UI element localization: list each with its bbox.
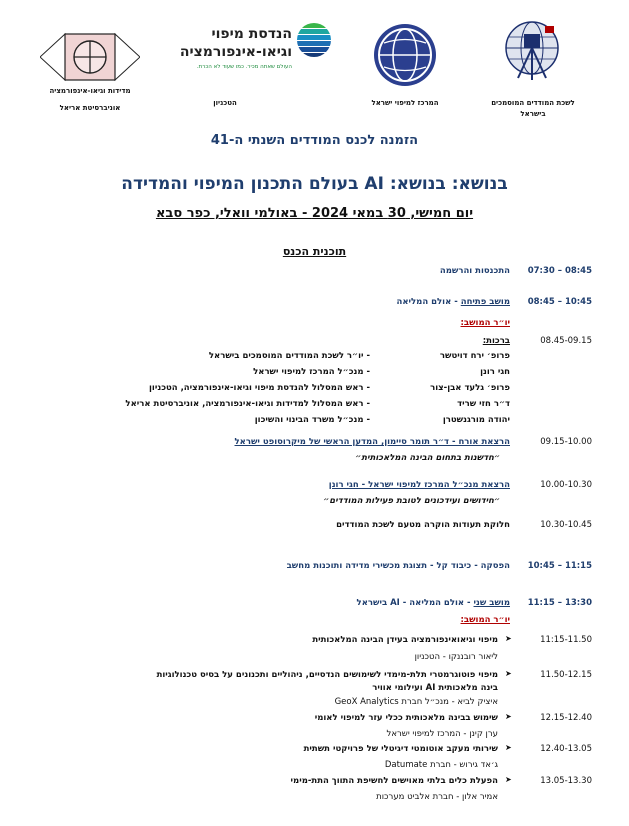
time-ceo-lecture: 10.00-10.30: [540, 480, 592, 490]
greeter-role: - ראש המסלול להנדסת מיפוי וגיאו-אינפורמציה, הטכניון: [149, 383, 370, 393]
talk-speaker: איציק לביא - מנכ״ל חברת GeoX Analytics: [334, 697, 498, 707]
chair-2: יו״ר המושב:: [460, 615, 510, 625]
talk-speaker: ערן קינן - המרכז למיפוי ישראל: [386, 729, 498, 739]
talk-title: מיפוי פוטוגרמטרי תלת-מימדי לשימושים הנדסיים, ניהוליים ותכנונים על בסיס טכנולוגיות: [156, 670, 498, 680]
greeter-name: ד״ר חזי שריד: [457, 399, 510, 409]
bullet-arrow-icon: ➤: [505, 775, 512, 784]
talk-title-line2: בינה מלאכותית AI ועילומי אוויר: [372, 683, 498, 693]
greeter-role: - יו״ר לשכת המודדים המוסמכים בישראל: [208, 351, 370, 361]
theodolite-globe-icon: [504, 20, 560, 86]
time-certificates: 10.30-10.45: [540, 520, 592, 530]
time-registration: 07:30 – 08:45: [527, 266, 592, 276]
greetings-label: ברכות:: [482, 336, 510, 346]
crosshair-icon: [40, 28, 140, 88]
greeter-role: - ראש המסלול למדידות וגיאו-אינפורמציה, אוניברסיטת אריאל: [125, 399, 370, 409]
greeter-name: יהודה מורגנשטרן: [442, 415, 510, 425]
time-talk: 13.05-13.30: [540, 776, 592, 786]
text-registration: התכנסות והרשמה: [439, 266, 510, 276]
bullet-arrow-icon: ➤: [505, 712, 512, 721]
text-certificates: חלוקת תעודות הוקרה מטעם לשכת המודדים: [336, 520, 510, 530]
talk-title: מיפוי וגיאואינפורמציה בעידן הבינה המלאכותית: [312, 635, 498, 645]
time-talk: 12.15-12.40: [540, 713, 592, 723]
logo-technion-caption: הטכניון: [213, 99, 237, 107]
time-break: 10:45 – 11:15: [527, 561, 592, 571]
opening-session-hall: - אולם המליאה: [396, 297, 461, 307]
globe-outline-icon: [372, 22, 438, 88]
talk-speaker: אמיר אלון - חברת אלביט מערכות: [376, 792, 498, 802]
time-talk: 12.40-13.05: [540, 744, 592, 754]
program-title: תוכנית הכנס: [282, 245, 347, 258]
bullet-arrow-icon: ➤: [505, 743, 512, 752]
technion-name-line1: הנדסת מיפוי: [211, 26, 292, 42]
logo-surveyors: [504, 20, 560, 86]
bullet-arrow-icon: ➤: [505, 634, 512, 643]
greeter-role: - מנכ״ל משרד הבינוי והשיכון: [254, 415, 370, 425]
opening-session-label: מושב פתיחה: [460, 297, 510, 307]
second-session-label: מושב שני: [473, 598, 510, 608]
talk-title: הפעלת כלים בלתי מאוישים לחשיפת התווך התת-מימי: [290, 776, 498, 786]
greeter-role: - מנכ״ל המרכז למיפוי ישראל: [253, 367, 370, 377]
text-ceo-lecture: הרצאת מנכ״ל המרכז למיפוי ישראל - חגי רונן: [328, 480, 510, 490]
time-guest-lecture: 09.15-10.00: [540, 437, 592, 447]
technion-name-line2: וגיאו-אינפורמציה: [179, 44, 292, 60]
time-second-session: 11:15 – 13:30: [527, 598, 592, 608]
greeter-name: פרופ׳ ירח דויטשר: [439, 351, 510, 361]
time-talk: 11.50-12.15: [540, 670, 592, 680]
text-opening-session: [150, 297, 510, 307]
greeter-name: חגי רונן: [480, 367, 510, 377]
globe-stripes-icon: [296, 22, 332, 58]
text-break: הפסקה - כיבוד קל - תצוגת מכשירי מדידה ותוכנות מחשב: [286, 561, 510, 571]
text-second-session: [150, 598, 510, 608]
talk-speaker: ג׳אד גירוש - חברת Datumate: [384, 760, 498, 770]
logo-mapi-caption: המרכז למיפוי ישראל: [371, 99, 439, 107]
greeter-name: פרופ׳ גלעד אבן-צור: [430, 383, 510, 393]
talk-title: שירותי מעקב אוטומטי דיגיטלי של פרויקטי תשתית: [303, 744, 498, 754]
time-talk: 11:15-11.50: [540, 635, 592, 645]
technion-tagline: העולם שאתה מכיר. כמו שעוד לא הכרת.: [196, 64, 292, 70]
second-session-hall: - אולם המליאה - AI בישראל: [356, 598, 474, 608]
logo-mapi: [372, 22, 438, 88]
quote-ceo-lecture: ״חידושים ועידכונים לטובת פעילות המודדים״: [323, 496, 500, 506]
logo-surveyors-caption: לשכת המודדים המוסמכים בישראל: [491, 99, 575, 118]
topic-title: בנושא: בנושא: AI בעולם התכנון המיפוי והמדידה: [121, 174, 508, 194]
logo-ariel-caption: מדידות וגיאו-אינפורמציה אוניברסיטת אריאל: [49, 87, 131, 112]
text-guest-lecture: הרצאת אורח - ד״ר תומר סיימון, המדען הראשי של מיקרוסופט ישראל: [234, 437, 510, 447]
talk-speaker: ליאור רובננקו - הטכניון: [414, 652, 498, 662]
talk-title: שימוש בבינה מלאכותית ככלי עזר למיפוי לאומי: [314, 713, 498, 723]
bullet-arrow-icon: ➤: [505, 669, 512, 678]
time-greetings: 08.45-09.15: [540, 336, 592, 346]
logo-ariel: [40, 28, 140, 88]
logo-technion: [168, 20, 338, 90]
event-date: יום חמישי, 30 במאי 2024 - באולמי וואלי, כפר סבא: [155, 206, 474, 221]
time-opening-session: 08:45 – 10:45: [527, 297, 592, 307]
chair-1: יו״ר המושב:: [460, 318, 510, 328]
invite-title: הזמנה לכנס המודדים השנתי ה-41: [210, 133, 419, 148]
quote-guest-lecture: ״חדשנות בתחום הבינה המלאכותית״: [355, 453, 500, 463]
